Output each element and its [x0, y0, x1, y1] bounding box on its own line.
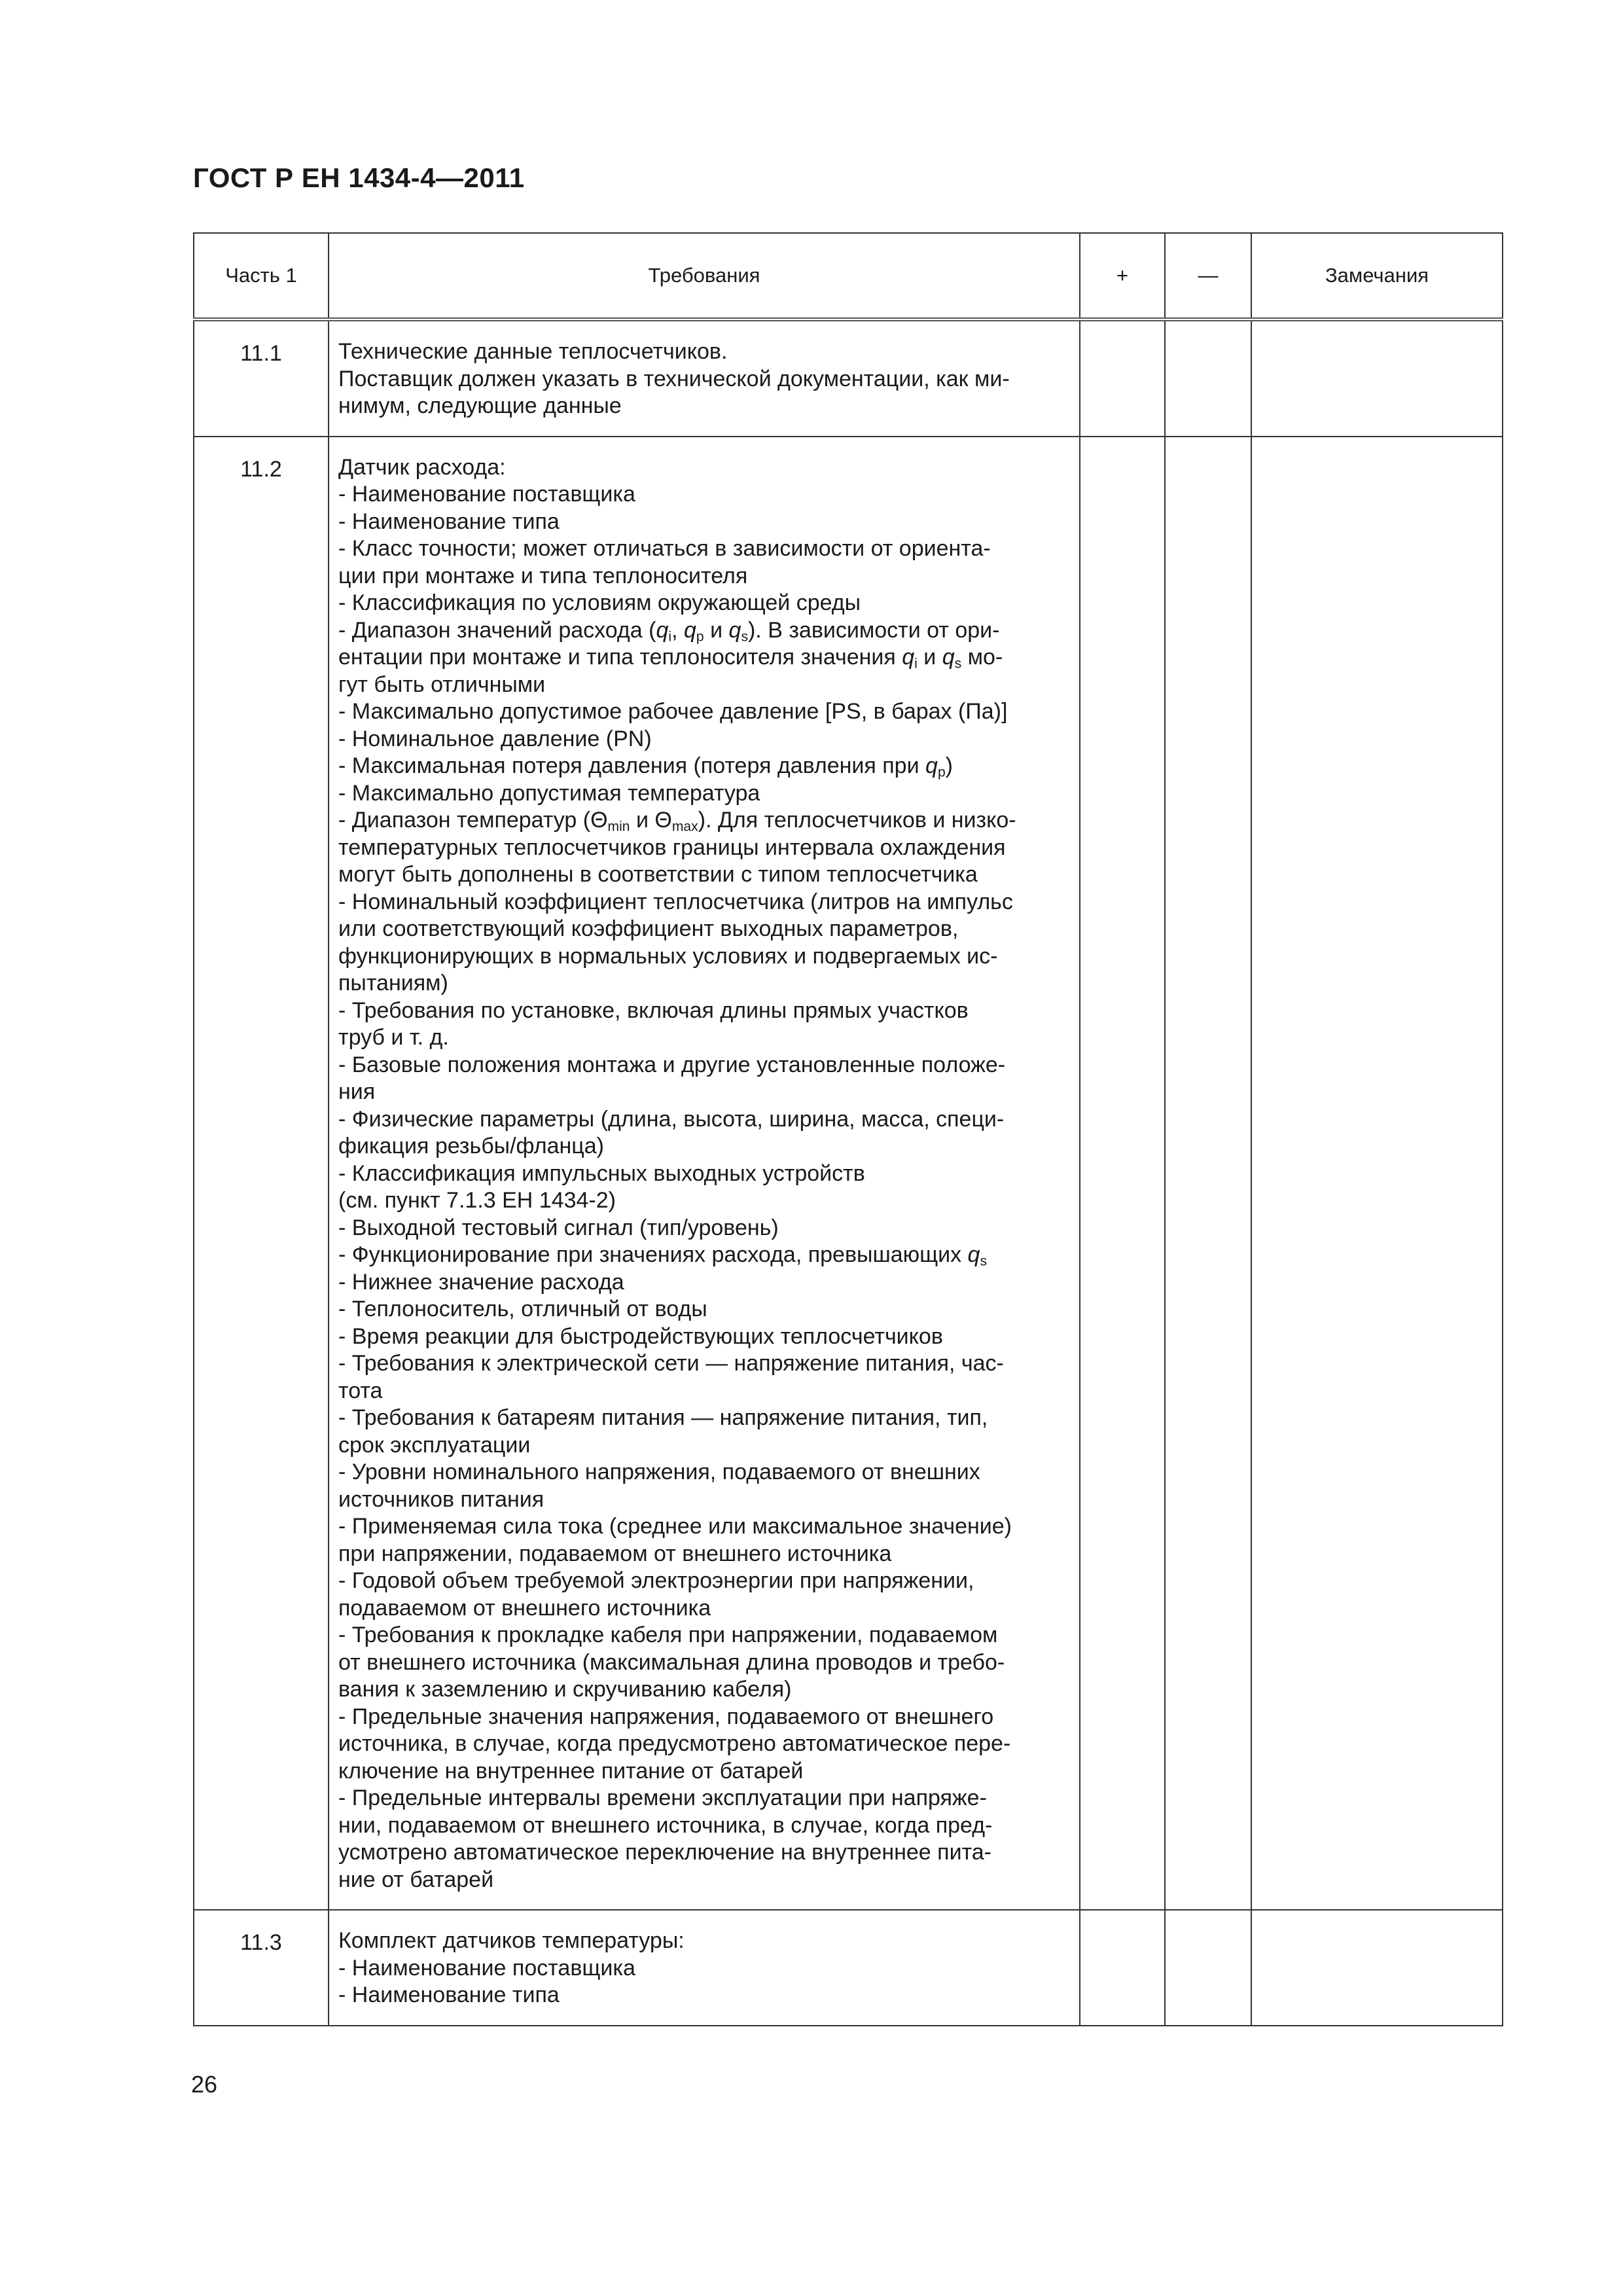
page-number: 26 [191, 2071, 218, 2098]
requirement-line: - Класс точности; может отличаться в зависимости от ориента- ции при монтаже и типа теплоносителя [338, 536, 991, 588]
requirement-line: - Максимально допустимая температура [338, 780, 760, 806]
requirement-line: - Максимальная потеря давления (потеря давления при $q_p$) [338, 753, 953, 780]
requirement-line: - Диапазон температур ($\Theta_{min}$ и $\Theta_{max}$). Для теплосчетчиков и низко- температурных теплосчетчиков границы интервала охлаждения могут быть дополнены в соответствии с типом теплосчетчика [338, 808, 1016, 887]
minus-cell[interactable] [1165, 319, 1251, 437]
requirement-line: - Диапазон значений расхода ($q_i$, $q_p$ и $q_s$). В зависимости от ори- ентации при монтаже и типа теплоносителя значения $q_i$ и $q_s$ мо- гут быть отличными [338, 617, 1003, 697]
requirement-line: - Функционирование при значениях расхода, превышающих $q_s$ [338, 1242, 988, 1269]
plus-cell[interactable] [1080, 437, 1165, 1910]
minus-cell[interactable] [1165, 437, 1251, 1910]
requirement-line: - Наименование типа [338, 509, 560, 534]
requirement-line: - Наименование поставщика [338, 482, 635, 507]
header-remarks: Замечания [1251, 233, 1503, 319]
plus-cell[interactable] [1080, 319, 1165, 437]
table-row [194, 319, 1503, 437]
requirement-line: Технические данные теплосчетчиков. [338, 339, 728, 364]
requirement-line: - Максимально допустимое рабочее давление [PS, в барах (Па)] [338, 699, 1008, 724]
document-title: ГОСТ Р ЕН 1434-4—2011 [193, 162, 525, 193]
table-row [194, 437, 1503, 1910]
remarks-cell[interactable] [1251, 319, 1503, 437]
requirement-line: - Требования к электрической сети — напряжение питания, час- тота [338, 1351, 1004, 1403]
requirements-table [193, 232, 1503, 2026]
plus-cell[interactable] [1080, 1910, 1165, 2026]
section-number: 11.2 [194, 437, 329, 1910]
requirement-line: - Теплоноситель, отличный от воды [338, 1297, 707, 1321]
requirement-line: - Номинальное давление (PN) [338, 726, 652, 751]
requirement-line: - Годовой объем требуемой электроэнергии при напряжении, подаваемом от внешнего источника [338, 1568, 974, 1621]
requirement-line: - Требования к прокладке кабеля при напряжении, подаваемом от внешнего источника (максимальная длина проводов и требо- вания к заземлению и скручиванию кабеля) [338, 1623, 1005, 1702]
header-minus: — [1165, 233, 1251, 319]
requirement-line: Поставщик должен указать в технической документации, как ми- нимум, следующие данные [338, 366, 1010, 418]
requirement-line: - Требования к батареям питания — напряжение питания, тип, срок эксплуатации [338, 1405, 988, 1458]
requirement-line: - Выходной тестовый сигнал (тип/уровень) [338, 1215, 779, 1240]
requirement-line: - Наименование типа [338, 1982, 560, 2007]
minus-cell[interactable] [1165, 1910, 1251, 2026]
requirement-line: - Классификация по условиям окружающей среды [338, 590, 861, 615]
requirement-line: - Номинальный коэффициент теплосчетчика (литров на импульс или соответствующий коэффициент выходных параметров, функционирующих в нормальных условиях и подвергаемых ис- пытаниям) [338, 889, 1013, 996]
header-part: Часть 1 [194, 233, 329, 319]
header-plus: + [1080, 233, 1165, 319]
requirement-line: - Физические параметры (длина, высота, ширина, масса, специ- фикация резьбы/фланца) [338, 1106, 1005, 1158]
requirement-line: - Время реакции для быстродействующих теплосчетчиков [338, 1323, 943, 1349]
header-requirements: Требования [329, 233, 1080, 319]
requirements-cell [329, 1910, 1080, 2026]
requirement-line: - Предельные интервалы времени эксплуатации при напряже- нии, подаваемом от внешнего источника, в случае, когда пред- усмотрено автоматическое переключение на внутреннее пита- ние от батарей [338, 1785, 993, 1892]
requirement-line: - Классификация импульсных выходных устройств (см. пункт 7.1.3 ЕН 1434-2) [338, 1160, 865, 1213]
remarks-cell[interactable] [1251, 1910, 1503, 2026]
requirement-line: - Предельные значения напряжения, подаваемого от внешнего источника, в случае, когда предусмотрено автоматическое пере- ключение на внутреннее питание от батарей [338, 1704, 1011, 1784]
section-number: 11.3 [194, 1910, 329, 2026]
requirement-line: - Требования по установке, включая длины прямых участков труб и т. д. [338, 997, 969, 1050]
requirement-line: Датчик расхода: [338, 454, 506, 480]
section-number: 11.1 [194, 319, 329, 437]
table-row [194, 1910, 1503, 2026]
remarks-cell[interactable] [1251, 437, 1503, 1910]
requirements-cell [329, 319, 1080, 437]
requirement-line: - Уровни номинального напряжения, подаваемого от внешних источников питания [338, 1460, 980, 1512]
requirement-line: - Наименование поставщика [338, 1955, 635, 1981]
requirement-line: - Нижнее значение расхода [338, 1269, 624, 1295]
requirements-cell [329, 437, 1080, 1910]
requirement-line: - Применяемая сила тока (среднее или максимальное значение) при напряжении, подаваемом от внешнего источника [338, 1514, 1012, 1566]
table-header-row [194, 233, 1503, 319]
requirement-line: Комплект датчиков температуры: [338, 1928, 685, 1953]
table-body [194, 319, 1503, 2026]
requirement-line: - Базовые положения монтажа и другие установленные положе- ния [338, 1052, 1006, 1104]
